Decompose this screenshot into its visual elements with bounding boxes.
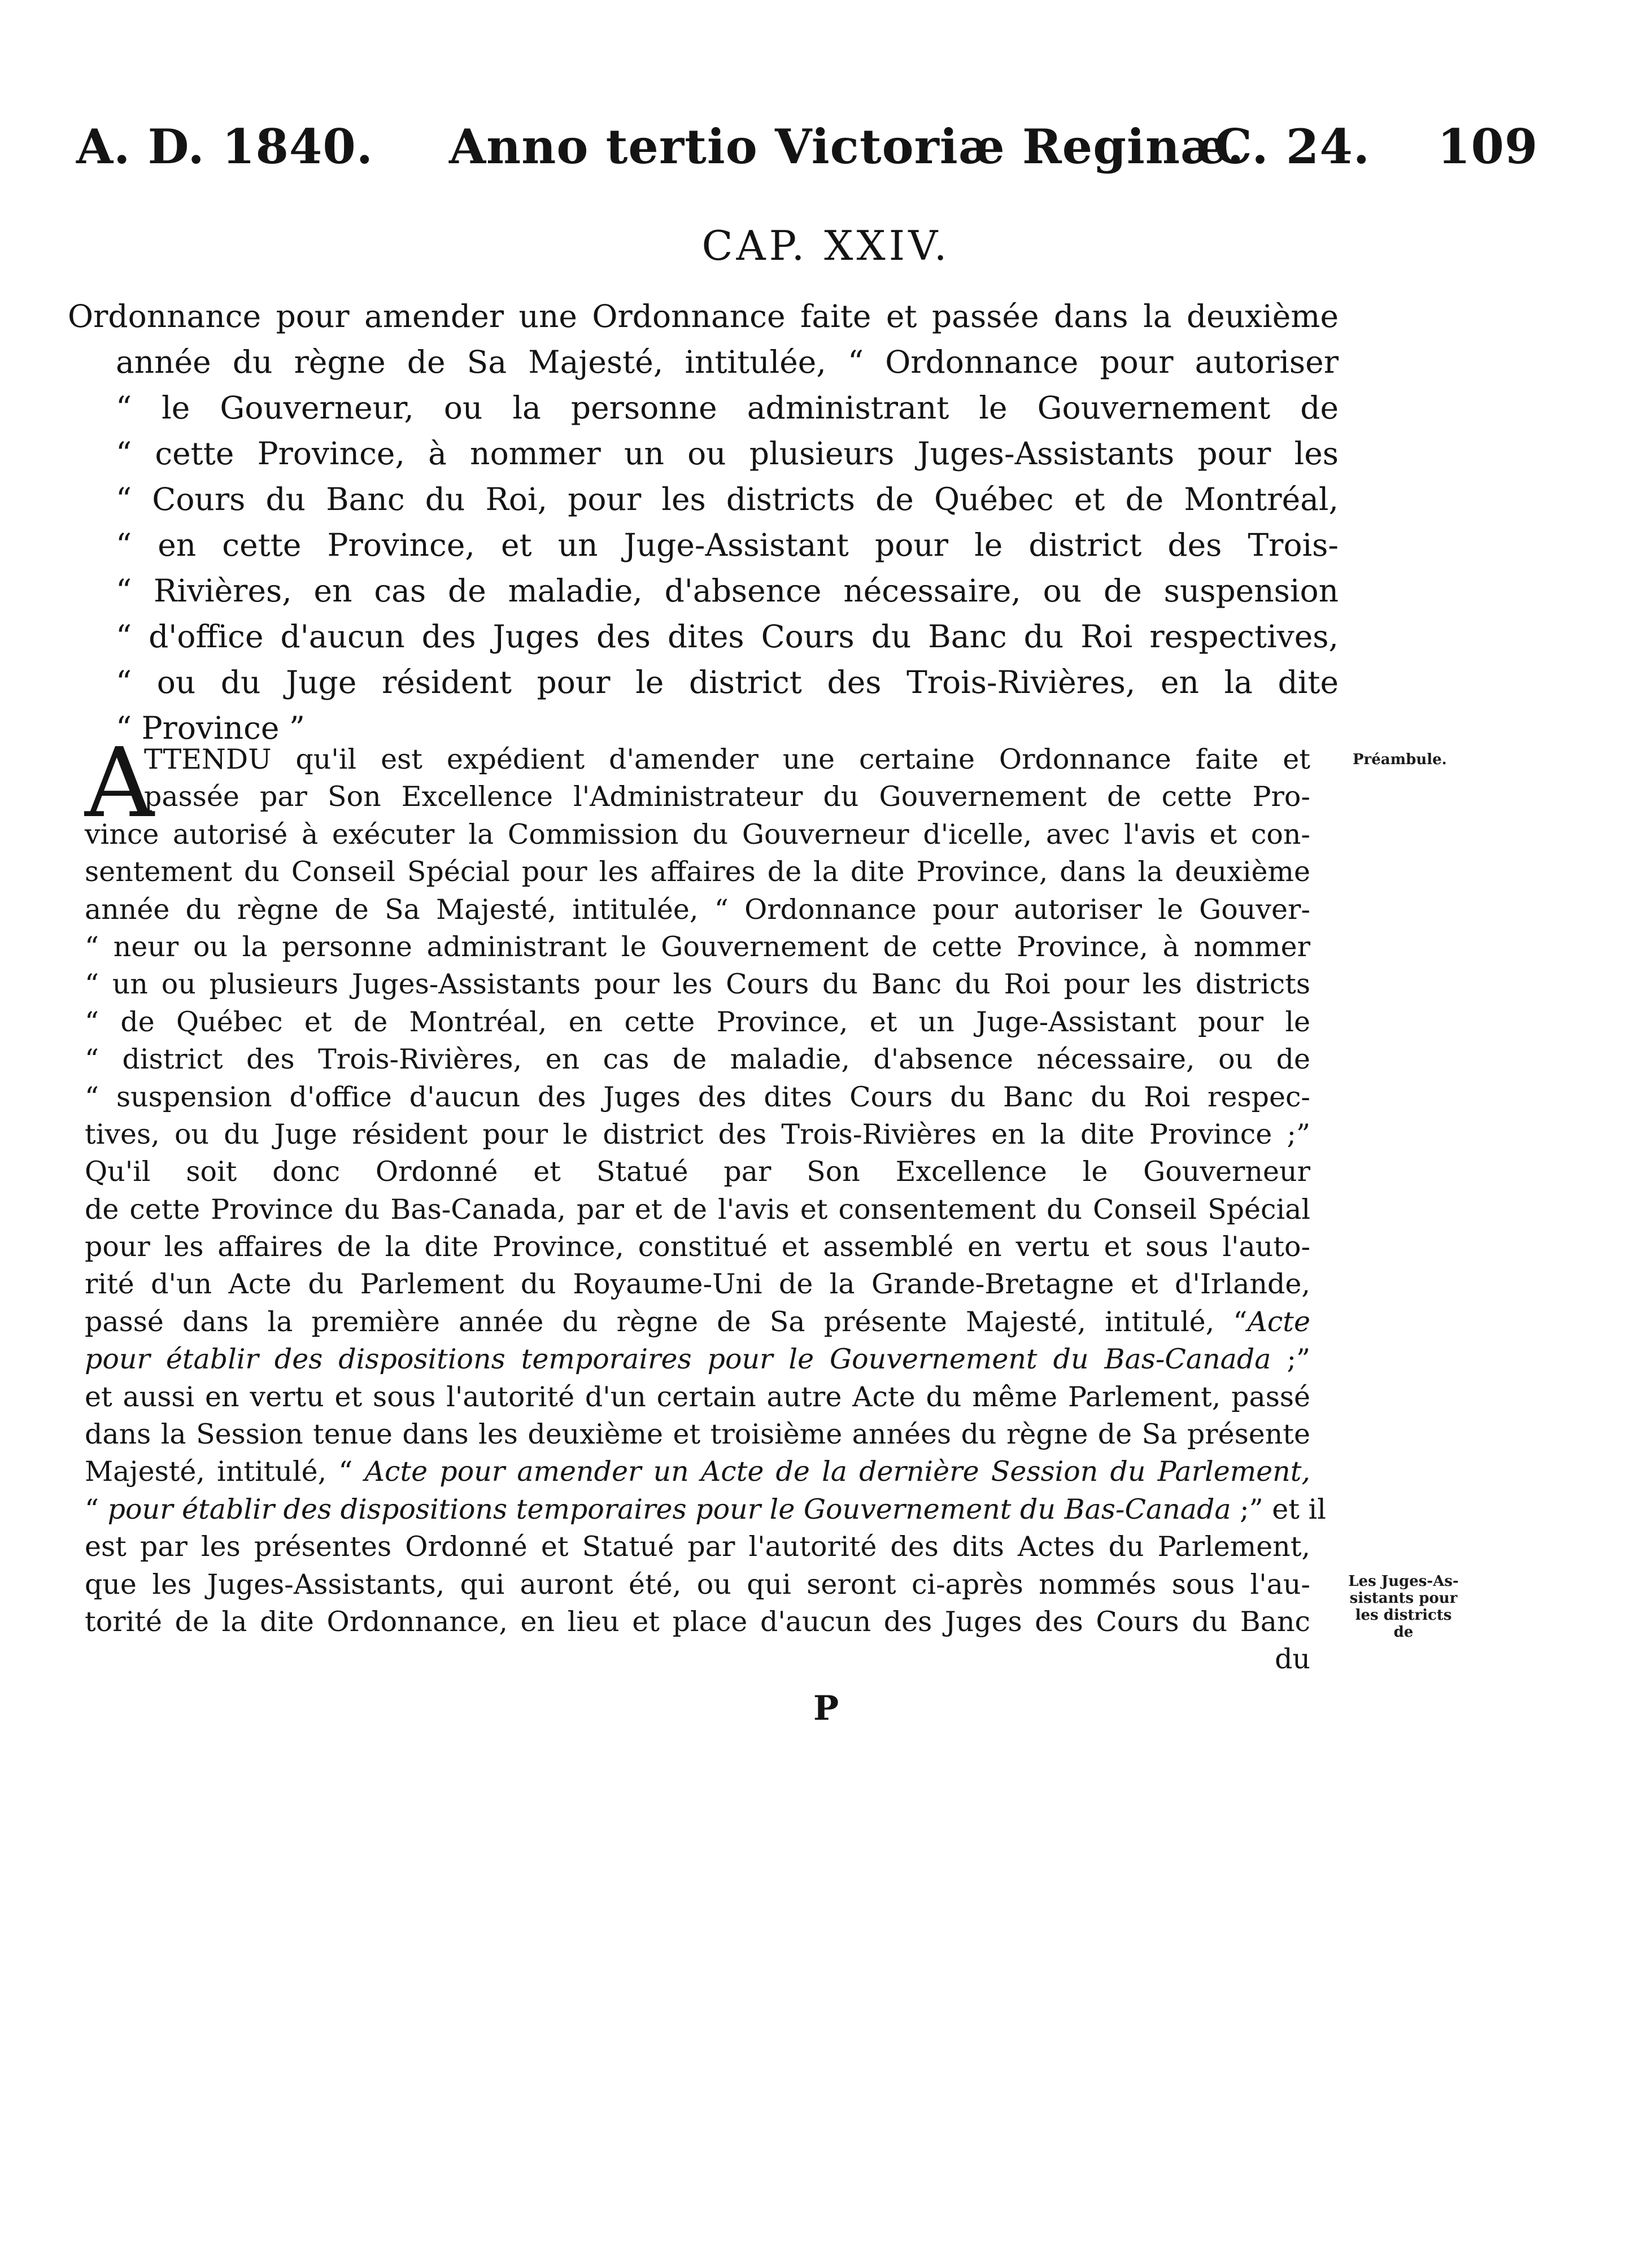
catchword: du bbox=[1275, 1643, 1310, 1676]
body-line: sentement du Conseil Spécial pour les affaires de la dite Province, dans la deuxième bbox=[85, 856, 1310, 888]
italic-act-title: pour établir des dispositions temporaires pour le Gouvernement du Bas-Canada bbox=[107, 1493, 1231, 1525]
body-line: tives, ou du Juge résident pour le district des Trois-Rivières en la dite Province ;” bbox=[85, 1118, 1310, 1150]
title-line: “ le Gouverneur, ou la personne administrant le Gouvernement de bbox=[116, 390, 1339, 426]
title-line: “ Province ” bbox=[116, 710, 306, 746]
body-text: ;” bbox=[1271, 1343, 1310, 1376]
running-header bbox=[0, 116, 1652, 184]
signature-mark: P bbox=[813, 1689, 839, 1728]
title-line: “ Cours du Banc du Roi, pour les districts de Québec et de Montréal, bbox=[116, 481, 1339, 517]
body-line bbox=[85, 1303, 1310, 1341]
margin-note-line: les districts de bbox=[1355, 1607, 1452, 1641]
body-text: passé dans la première année du règne de Sa présente Majesté, intitulé, “ bbox=[85, 1305, 1248, 1338]
body-line: Qu'il soit donc Ordonné et Statué par Son Excellence le Gouverneur bbox=[85, 1156, 1310, 1188]
body-line: “ un ou plusieurs Juges-Assistants pour les Cours du Banc du Roi pour les districts bbox=[85, 968, 1310, 1001]
body-line: dans la Session tenue dans les deuxième et troisième années du règne de Sa présente bbox=[85, 1418, 1310, 1451]
body-line: torité de la dite Ordonnance, en lieu et place d'aucun des Juges des Cours du Banc bbox=[85, 1605, 1310, 1638]
title-line: Ordonnance pour amender une Ordonnance faite et passée dans la deuxième bbox=[68, 298, 1339, 334]
title-line: “ ou du Juge résident pour le district des Trois-Rivières, en la dite bbox=[116, 664, 1339, 700]
body-line: “ de Québec et de Montréal, en cette Province, et un Juge-Assistant pour le bbox=[85, 1005, 1310, 1038]
body-line: “ neur ou la personne administrant le Gouvernement de cette Province, à nommer bbox=[85, 930, 1310, 963]
body-line: de cette Province du Bas-Canada, par et de l'avis et consentement du Conseil Spécial bbox=[85, 1193, 1310, 1226]
body-line: “ suspension d'office d'aucun des Juges des dites Cours du Banc du Roi respec- bbox=[85, 1080, 1310, 1113]
body-line: et aussi en vertu et sous l'autorité d'un certain autre Acte du même Parlement, passé bbox=[85, 1380, 1310, 1413]
margin-note-line: sistants pour bbox=[1349, 1590, 1458, 1607]
body-line: année du règne de Sa Majesté, intitulée, “ Ordonnance pour autoriser le Gouver- bbox=[85, 893, 1310, 926]
title-line: “ d'office d'aucun des Juges des dites Cours du Banc du Roi respectives, bbox=[116, 618, 1339, 655]
margin-note-juges bbox=[1347, 1573, 1460, 1641]
ordinance-title bbox=[68, 294, 1339, 751]
title-line: “ cette Province, à nommer un ou plusieurs Juges-Assistants pour les bbox=[116, 435, 1339, 472]
body-line bbox=[85, 1453, 1310, 1490]
title-line: année du règne de Sa Majesté, intitulée, “ Ordonnance pour autoriser bbox=[116, 344, 1339, 380]
margin-note-preamble: Préambule. bbox=[1353, 751, 1447, 768]
chapter-heading: CAP. XXIV. bbox=[701, 222, 951, 269]
body-text: Majesté, intitulé, “ bbox=[85, 1455, 365, 1488]
body-text: ;” et il bbox=[1231, 1493, 1326, 1525]
ordinance-body bbox=[85, 727, 1326, 1678]
body-line: que les Juges-Assistants, qui auront été, ou qui seront ci-après nommés sous l'au- bbox=[85, 1568, 1310, 1601]
drop-cap: A bbox=[85, 727, 154, 839]
title-line: “ en cette Province, et un Juge-Assistant pour le district des Trois- bbox=[116, 527, 1339, 563]
italic-act-title: pour établir des dispositions temporaires pour le Gouvernement du Bas-Canada bbox=[85, 1343, 1271, 1376]
body-line: TTENDU qu'il est expédient d'amender une certaine Ordonnance faite et bbox=[144, 743, 1310, 775]
header-chapter: C. 24. bbox=[1214, 119, 1371, 175]
body-line bbox=[85, 1491, 1326, 1528]
title-line: “ Rivières, en cas de maladie, d'absence nécessaire, ou de suspension bbox=[116, 573, 1339, 609]
body-text: “ bbox=[85, 1493, 108, 1525]
italic-act-title: Acte pour amender un Acte de la dernière Session du Parlement, bbox=[364, 1455, 1310, 1488]
body-line: “ district des Trois-Rivières, en cas de maladie, d'absence nécessaire, ou de bbox=[85, 1043, 1310, 1076]
header-year: A. D. 1840. bbox=[76, 119, 374, 175]
body-line: rité d'un Acte du Parlement du Royaume-Uni de la Grande-Bretagne et d'Irlande, bbox=[85, 1268, 1310, 1301]
italic-act-title: Acte bbox=[1247, 1305, 1310, 1338]
header-title: Anno tertio Victoriæ Reginæ. bbox=[449, 119, 1245, 175]
page-number: 109 bbox=[1437, 119, 1538, 175]
body-line: passée par Son Excellence l'Administrateur du Gouvernement de cette Pro- bbox=[144, 781, 1310, 813]
margin-note-line: Les Juges-As- bbox=[1348, 1573, 1459, 1590]
body-line bbox=[85, 1341, 1310, 1378]
body-line: pour les affaires de la dite Province, constitué et assemblé en vertu et sous l'auto- bbox=[85, 1231, 1310, 1263]
body-line: vince autorisé à exécuter la Commission du Gouverneur d'icelle, avec l'avis et con- bbox=[85, 818, 1310, 851]
body-line: est par les présentes Ordonné et Statué par l'autorité des dits Actes du Parlement, bbox=[85, 1531, 1310, 1563]
